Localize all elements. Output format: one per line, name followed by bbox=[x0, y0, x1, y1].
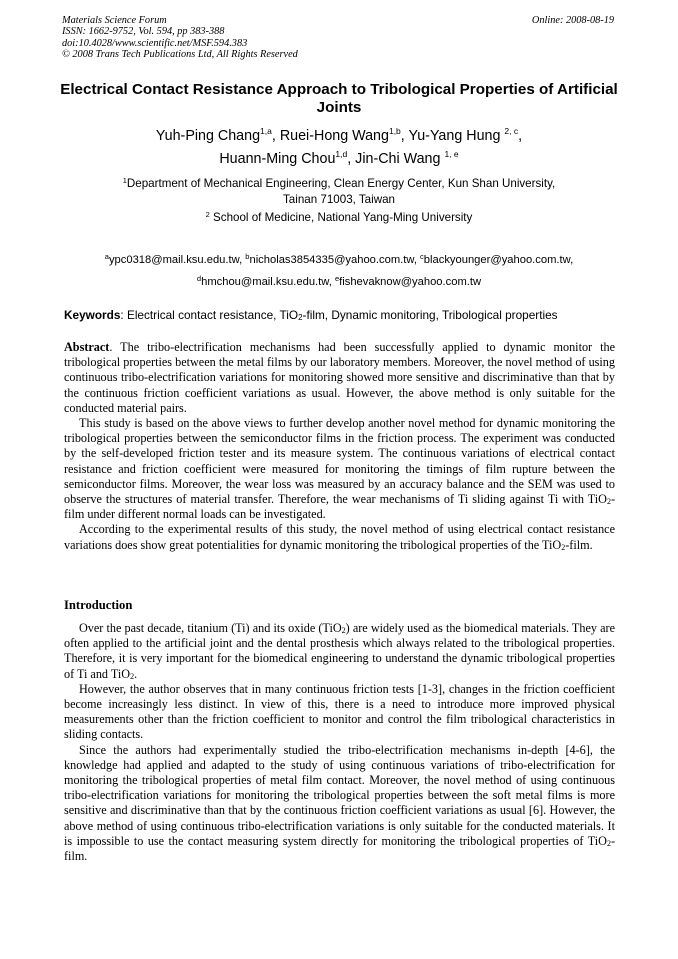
author-line-2: Huann-Ming Chou$^{1,d}$, Jin-Chi Wang $^{1, e}$ bbox=[219, 149, 459, 167]
author-sup: 1,d bbox=[335, 149, 348, 159]
email-link[interactable]: blackyounger@yahoo.com.tw, bbox=[423, 254, 574, 266]
author-name: Jin-Chi Wang bbox=[355, 151, 445, 167]
journal-name: Materials Science Forum bbox=[62, 15, 167, 26]
author-line-1: Yuh-Ping Chang$^{1,a}$, Ruei-Hong Wang$^{1,b}$, Yu-Yang Hung $^{2, c}$, bbox=[155, 126, 523, 144]
abstract-paragraph: According to the experimental results of this study, the novel method of using electrical contact resistance variations does show great potentialities for dynamic monitoring the tribological properties of the TiO$_2$-film. bbox=[64, 522, 615, 552]
affiliation-sup: 1 bbox=[122, 176, 127, 185]
author-name: Ruei-Hong Wang bbox=[279, 128, 389, 144]
email-link[interactable]: ypc0318@mail.ksu.edu.tw, bbox=[108, 254, 246, 266]
author-name: Yu-Yang Hung bbox=[408, 128, 505, 144]
doi-line[interactable]: doi:10.4028/www.scientific.net/MSF.594.383 bbox=[62, 37, 248, 49]
abstract bbox=[64, 340, 615, 553]
journal-header bbox=[62, 15, 618, 61]
abstract-label: Abstract bbox=[64, 340, 110, 354]
email-line-2: $^d$hmchou@mail.ksu.edu.tw, $^e$fishevaknow@yahoo.com.tw bbox=[196, 274, 482, 288]
keywords: Keywords: Electrical contact resistance, TiO$_2$-film, Dynamic monitoring, Tribological properties bbox=[64, 308, 558, 322]
online-date: Online: 2008-08-19 bbox=[531, 15, 614, 26]
intro-paragraph: However, the author observes that in many continuous friction tests [1-3], changes in the friction coefficient become increasingly less distinct. In view of this, there is a need to introduce more improved physical measurements other than the friction coefficient to monitor and control the film tribological characteristics in sliding contacts. bbox=[64, 681, 615, 742]
abstract-paragraph: This study is based on the above views to further develop another novel method for dynamic monitoring the tribological properties between the semiconductor films in the friction process. The experiment was conducted by the self-developed friction tester and its measure system. The continuous variations of electrical contact resistance and friction coefficient were measured for monitoring the timings of film rupture between the semiconductor films. Moreover, the wear loss was measured by an accuracy balance and the SEM was used to observe the structures of material transfer. Therefore, the wear mechanisms of Ti sliding against Ti with TiO$_2$-film under different normal loads can be investigated. bbox=[64, 416, 615, 522]
introduction-body bbox=[64, 621, 615, 864]
affiliation-sup: 2 bbox=[205, 210, 210, 219]
author-sup: 2, c bbox=[504, 126, 519, 136]
email-link[interactable]: hmchou@mail.ksu.edu.tw, bbox=[201, 276, 335, 288]
affiliation-2: $^2$ School of Medicine, National Yang-Ming University bbox=[205, 210, 473, 224]
section-heading: Introduction bbox=[64, 598, 133, 612]
author-name: Yuh-Ping Chang bbox=[155, 128, 261, 144]
paper-title: Electrical Contact Resistance Approach to Tribological Properties of Artificial Joints bbox=[60, 81, 618, 116]
email-link[interactable]: fishevaknow@yahoo.com.tw bbox=[339, 276, 482, 288]
intro-paragraph: Over the past decade, titanium (Ti) and its oxide (TiO$_2$) are widely used as the biomedical materials. They are often applied to the artificial joint and the dental prosthesis which always related to the tribological properties. Therefore, it is very important for the biomedical engineering to understand the dynamic tribological properties of Ti and TiO$_2$. bbox=[64, 621, 615, 681]
copyright-line: © 2008 Trans Tech Publications Ltd, All Rights Reserved bbox=[62, 49, 298, 61]
author-sup: 1,a bbox=[260, 126, 272, 136]
email-line-1: $^a$ypc0318@mail.ksu.edu.tw, $^b$nicholas3854335@yahoo.com.tw, $^c$blackyounger@yahoo.com.tw, bbox=[104, 252, 574, 266]
affiliation-1: $^1$Department of Mechanical Engineering, Clean Energy Center, Kun Shan University, Tainan 71003, Taiwan bbox=[122, 176, 556, 206]
author-sup: 1, e bbox=[444, 149, 459, 159]
issn-line: ISSN: 1662-9752, Vol. 594, pp 383-388 bbox=[62, 26, 225, 38]
intro-paragraph: Since the authors had experimentally studied the tribo-electrification mechanisms in-depth [4-6], the knowledge had applied and adapted to the study of using continuous variations of tribo-electrification for monitoring the tribological properties of metal film contact. Moreover, the novel method of using continuous tribo-electrification variations for monitoring the tribological properties between the soft metal films is more sensitive and discriminative than that by the continuous friction coefficient variations as usual [6]. However, the above method of using continuous tribo-electrification variations is only suitable for the conducted materials. It is impossible to use the contact measuring system directly for monitoring the tribological properties of TiO$_2$-film. bbox=[64, 742, 615, 864]
author-name: Huann-Ming Chou bbox=[219, 151, 336, 167]
keywords-label: Keywords bbox=[64, 308, 121, 322]
author-list bbox=[40, 125, 638, 171]
author-sup: 1,b bbox=[388, 126, 401, 136]
email-link[interactable]: nicholas3854335@yahoo.com.tw, bbox=[249, 254, 421, 266]
abstract-paragraph: Abstract. The tribo-electrification mechanisms had been successfully applied to dynamic monitor the tribological properties between the metal films by our laboratory members. Moreover, the novel method of using continuous tribo-electrification variations for monitoring showed more sensitive and discriminative than that by the continuous friction coefficient variations as usual. However, the above method is only suitable for the conducted material pairs. bbox=[64, 340, 615, 415]
